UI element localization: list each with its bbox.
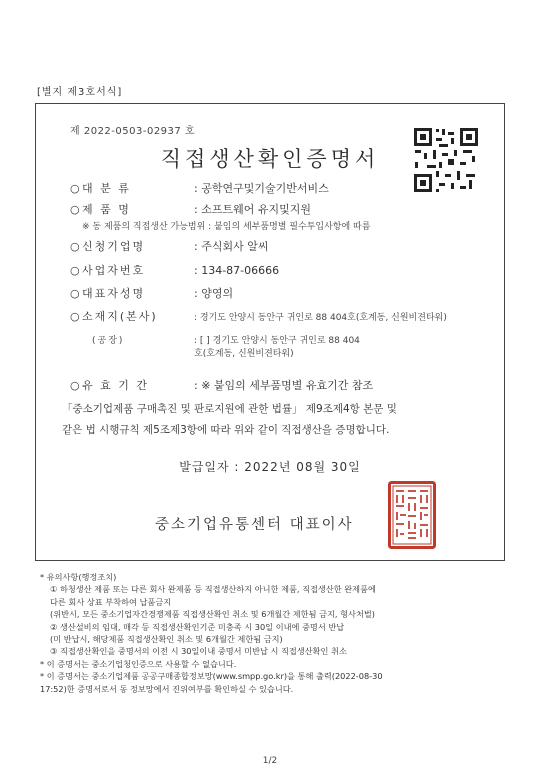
field-label: 대표자성명 bbox=[82, 287, 146, 300]
field-product bbox=[70, 201, 311, 217]
field-value: : 경기도 안양시 동안구 귀인로 88 404호(호계동, 신원비젼타워) bbox=[194, 313, 447, 323]
issuer-name: 중소기업유통센터 대표이사 bbox=[155, 517, 354, 533]
field-bullet: ○ bbox=[70, 203, 80, 216]
field-value: : 134-87-06666 bbox=[194, 264, 280, 277]
field-label: 대 분 류 bbox=[82, 182, 131, 195]
field-label: 제 품 명 bbox=[82, 203, 131, 216]
field-company bbox=[70, 238, 268, 254]
field-bullet: ○ bbox=[70, 182, 80, 195]
note-line: 17:52)한 증명서로서 동 정보망에서 진위여부를 확인하실 수 있습니다. bbox=[40, 683, 294, 694]
field-validity bbox=[70, 377, 373, 393]
statement bbox=[62, 399, 482, 441]
scope-note: ※ 동 제품의 직접생산 가능범위 : 붙임의 세부품명별 필수투입사항에 따름 bbox=[82, 222, 371, 232]
field-bullet: ○ bbox=[70, 264, 80, 277]
official-seal-icon bbox=[388, 481, 436, 549]
note-line: 다른 회사 상표 부착하여 납품금지 bbox=[50, 596, 172, 607]
field-label: 사업자번호 bbox=[82, 264, 146, 277]
note-line: ③ 직접생산확인을 중명서의 이전 시 30일이내 중명서 미반납 시 직접생산확인 취소 bbox=[50, 646, 347, 657]
field-value: : 소프트웨어 유지및지원 bbox=[194, 203, 311, 216]
note-line: ① 하청생산 제품 또는 다른 회사 완제품 등 직접생산하지 아니한 제품, 직접생산한 완제품에 bbox=[50, 584, 376, 595]
field-value: : 주식회사 알씨 bbox=[194, 240, 269, 253]
notes-section bbox=[40, 571, 510, 695]
page-number: 1/2 bbox=[262, 756, 278, 766]
field-value: : ※ 붙임의 세부품명별 유효기간 참조 bbox=[194, 379, 374, 392]
field-value: : 양영의 bbox=[194, 287, 234, 300]
notes-title: * 유의사항(행정조치) bbox=[40, 572, 117, 582]
field-address bbox=[70, 308, 447, 324]
note-line: (위반시, 모든 중소기업자간경쟁제품 직접생산확인 취소 및 6개월간 제한됨 금지, 형사처벌) bbox=[50, 609, 375, 620]
field-bullet: ○ bbox=[70, 287, 80, 300]
issue-date: 발급일자 : 2022년 08월 30일 bbox=[179, 460, 361, 474]
field-bullet: ○ bbox=[70, 310, 80, 323]
certificate-number: 제 2022-0503-02937 호 bbox=[70, 126, 196, 137]
field-representative bbox=[70, 285, 233, 301]
field-label: 신청기업명 bbox=[82, 240, 146, 253]
field-business-number bbox=[70, 262, 279, 278]
field-value: : [ ] 경기도 안양시 동안구 귀인로 88 404 bbox=[194, 336, 360, 346]
statement-line: 같은 법 시행규칙 제5조제3항에 따라 위와 같이 직접생산을 증명합니다. bbox=[62, 424, 390, 436]
page-title: 직접생산확인증명서 bbox=[160, 147, 380, 171]
note-line: ② 생산설비의 임대, 매각 등 직접생산확인기준 미충족 시 30일 이내에 중명서 반납 bbox=[50, 621, 345, 632]
field-category bbox=[70, 180, 329, 196]
field-bullet: ○ bbox=[70, 379, 80, 392]
field-factory-cont: 호(호계동, 신원비젼타워) bbox=[194, 349, 294, 359]
note-line: * 이 증명서는 중소기업청인증으로 사용할 수 없습니다. bbox=[40, 658, 237, 669]
field-label: 소재지(본사) bbox=[82, 310, 158, 323]
form-label: [별지 제3호서식] bbox=[37, 87, 123, 98]
field-factory bbox=[70, 333, 360, 346]
field-label: 유 효 기 간 bbox=[82, 379, 149, 392]
note-line: (미 반납시, 해당제품 직접생산확인 취소 및 6개월간 제한됨 금지) bbox=[50, 634, 283, 645]
field-value: : 공학연구및기술기반서비스 bbox=[194, 182, 329, 195]
statement-line: 「중소기업제품 구매촉진 및 판로지원에 관한 법률」 제9조제4항 본문 및 bbox=[62, 403, 397, 415]
field-label: (공장) bbox=[92, 336, 125, 346]
field-bullet: ○ bbox=[70, 240, 80, 253]
note-line: * 이 증명서는 중소기업제품 공공구매종합정보망(www.smpp.go.kr)을 통해 출력(2022-08-30 bbox=[40, 671, 383, 682]
